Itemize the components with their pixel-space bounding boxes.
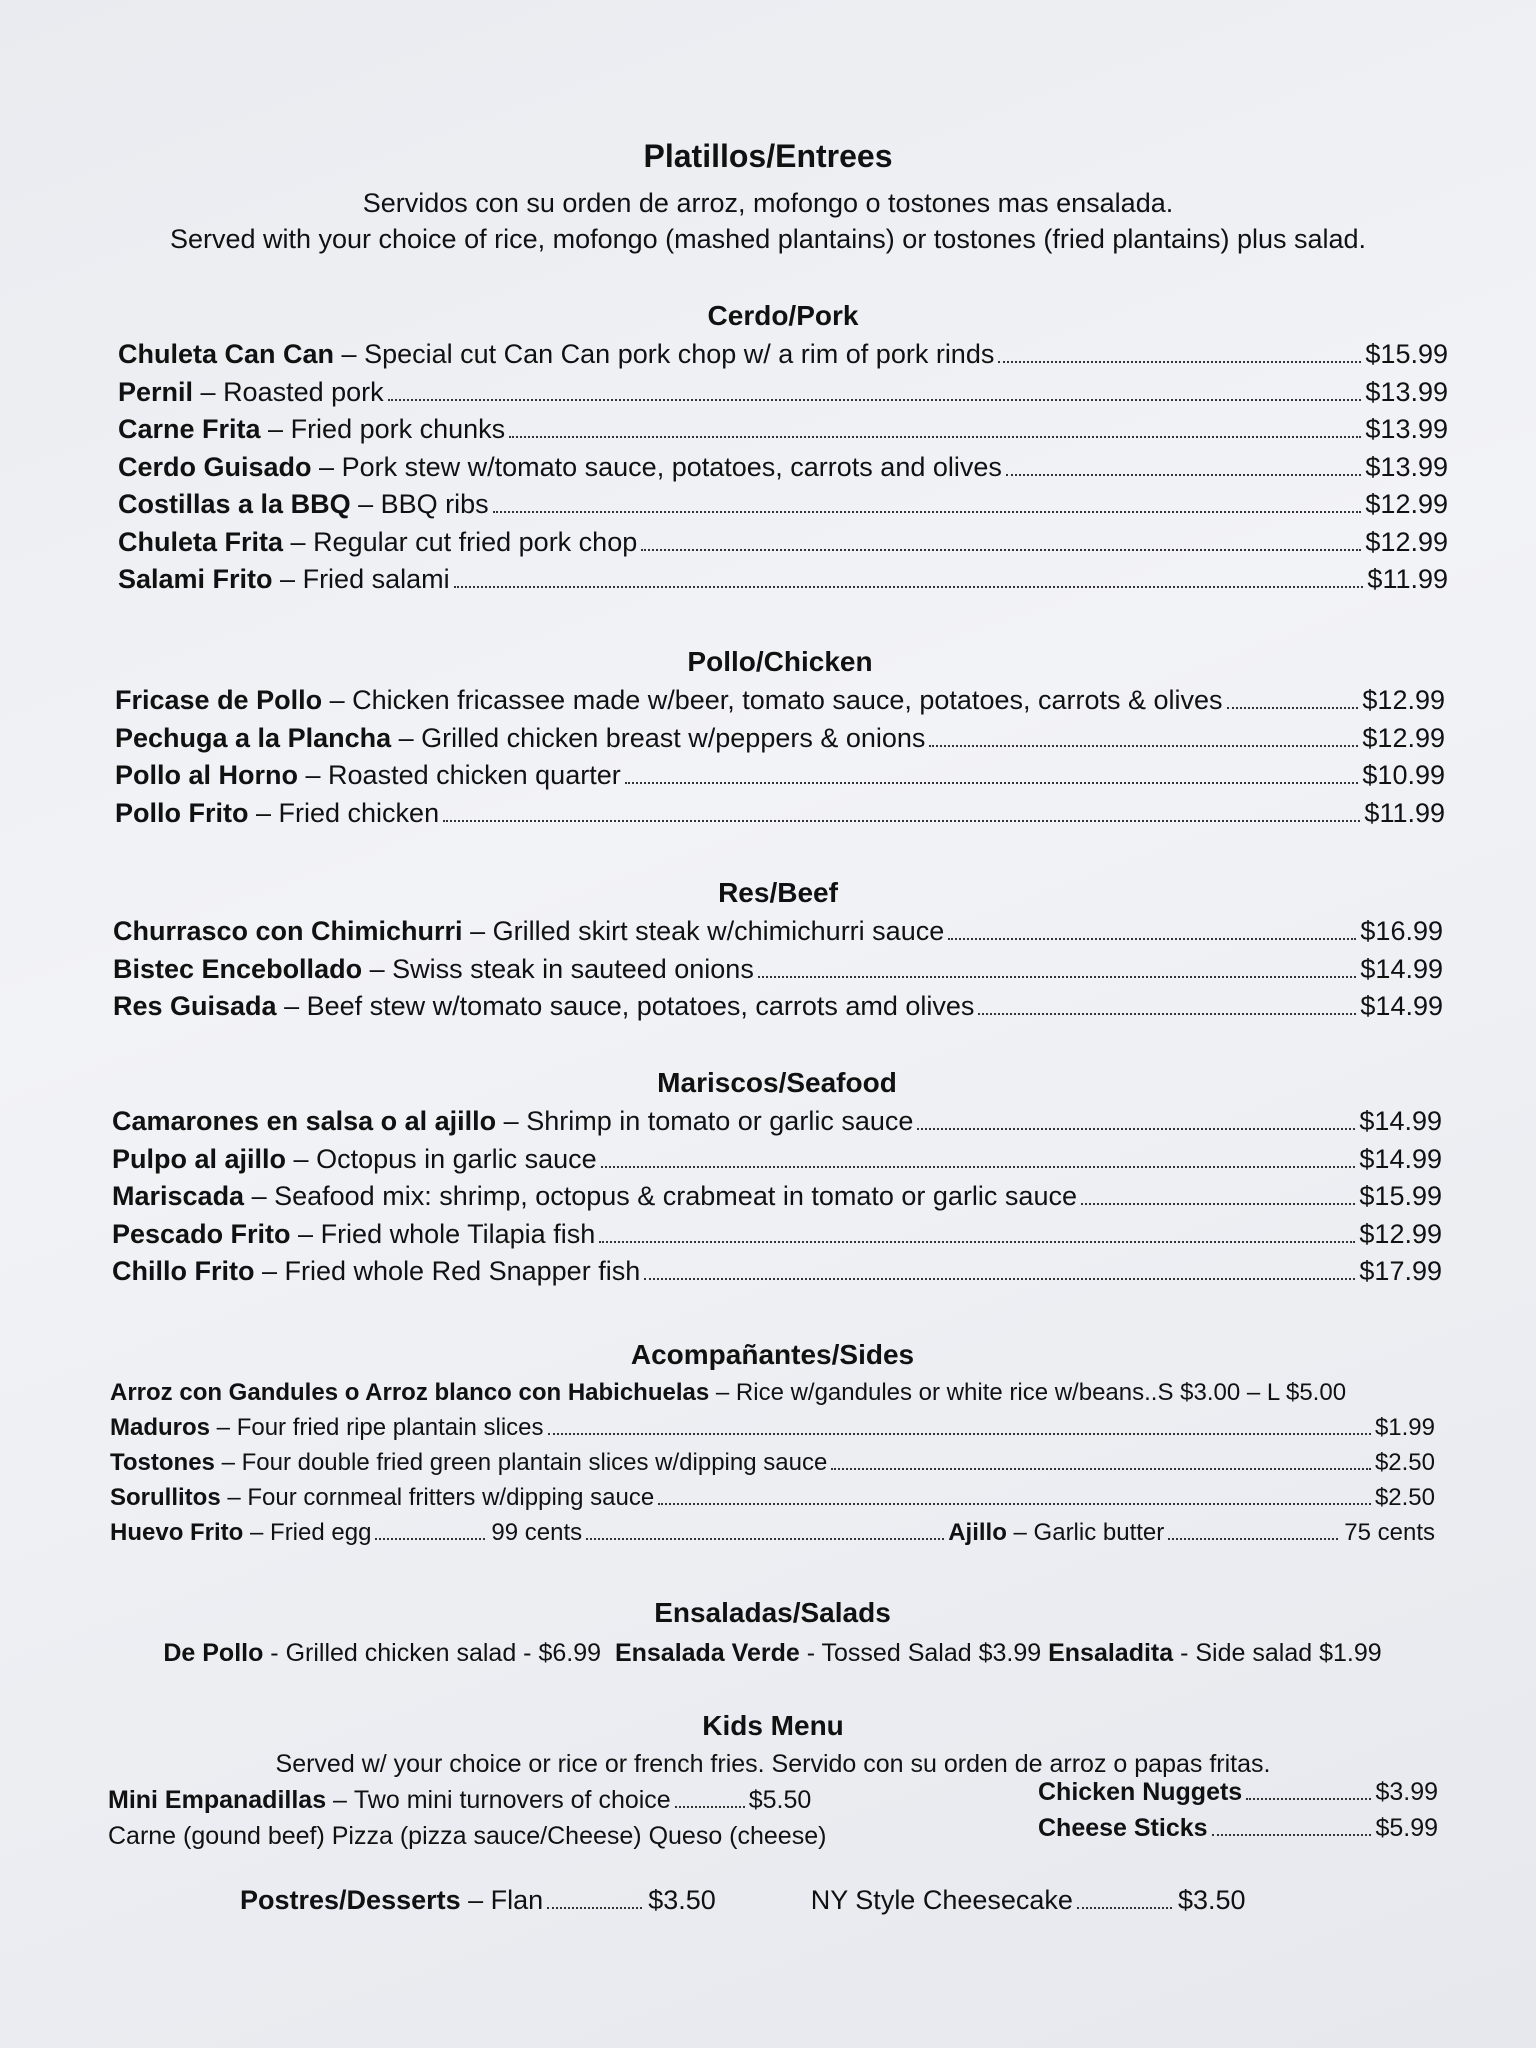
item-price: $11.99: [1364, 797, 1445, 828]
menu-item: Mariscada – Seafood mix: shrimp, octopus & crabmeat in tomato or garlic sauce $15.99: [112, 1178, 1442, 1216]
item-desc: Special cut Can Can pork chop w/ a rim of pork rinds: [364, 339, 995, 369]
item-price: $13.99: [1365, 451, 1448, 482]
item-price: $12.99: [1362, 722, 1445, 753]
item-name: Costillas a la BBQ: [118, 489, 351, 519]
dot-leader: [599, 1241, 1355, 1243]
salad-b-name: Ensalada Verde: [614, 1639, 800, 1667]
item-desc: Pork stew w/tomato sauce, potatoes, carrots and olives: [341, 451, 1002, 482]
page-title: Platillos/Entrees: [643, 138, 893, 174]
menu-item: Tostones – Four double fried green plantain slices w/dipping sauce $2.50: [110, 1445, 1435, 1480]
item-desc: Roasted pork: [223, 376, 384, 407]
item-name: Pescado Frito: [112, 1218, 291, 1249]
dot-leader: [586, 1538, 944, 1540]
item-desc: Octopus in garlic sauce: [316, 1143, 597, 1174]
chicken-list: [115, 682, 1445, 832]
item-price: $10.99: [1362, 760, 1445, 790]
kids-left-column: [108, 1782, 868, 1854]
cheesecake-name: NY Style Cheesecake: [810, 1885, 1073, 1915]
kids-empanadillas-fillings: Carne (gound beef) Pizza (pizza sauce/Cheese) Queso (cheese): [108, 1822, 827, 1850]
flan-name: Flan: [490, 1885, 544, 1915]
menu-item: Pechuga a la Plancha – Grilled chicken breast w/peppers & onions $12.99: [115, 720, 1445, 758]
section-title: Cerdo/Pork: [707, 300, 859, 331]
dot-leader: [601, 1166, 1356, 1168]
side-item-rice: Arroz con Gandules o Arroz blanco con Habichuelas – Rice w/gandules or white rice w/beans..S $3.00 – L $5.00: [110, 1375, 1435, 1410]
section-seafood: [112, 1063, 1442, 1291]
item-price: $12.99: [1365, 489, 1448, 519]
dot-leader: [831, 1468, 1371, 1470]
item-name: Pollo Frito: [115, 797, 249, 828]
item-price: $17.99: [1359, 1256, 1442, 1286]
item-price: $1.99: [1374, 1414, 1435, 1441]
dot-leader: [493, 511, 1362, 513]
item-desc: Four cornmeal fritters w/dipping sauce: [247, 1484, 655, 1511]
menu-item: Carne Frita – Fried pork chunks $13.99: [118, 411, 1448, 449]
item-name: Bistec Encebollado: [113, 953, 363, 984]
dot-leader: [675, 1806, 745, 1808]
item-name: Churrasco con Chimichurri: [113, 916, 463, 946]
item-price: $13.99: [1365, 414, 1448, 444]
ajillo-desc: Garlic butter: [1033, 1519, 1165, 1546]
salad-a-desc: - Grilled chicken salad - $6.99: [263, 1639, 602, 1667]
kids-right-column: [1038, 1774, 1438, 1854]
item-name: Pollo al Horno: [115, 760, 299, 790]
item-price: $16.99: [1360, 916, 1443, 946]
dot-leader: [509, 436, 1361, 438]
item-desc: Two mini turnovers of choice: [353, 1786, 671, 1814]
item-price: $12.99: [1359, 1218, 1442, 1249]
item-name: Pernil: [118, 376, 194, 407]
section-title: Res/Beef: [718, 877, 838, 908]
header-spanish-line: Servidos con su orden de arroz, mofongo o tostones mas ensalada.: [362, 188, 1174, 218]
item-price: $12.99: [1365, 526, 1448, 557]
side-item-egg-ajillo: Huevo Frito – Fried egg 99 cents Ajillo – Garlic butter 75 cents: [110, 1515, 1435, 1550]
item-name: Mariscada: [112, 1181, 245, 1211]
egg-name: Huevo Frito: [110, 1519, 244, 1546]
section-beef: [113, 873, 1443, 1026]
egg-price: 99 cents: [491, 1519, 583, 1546]
item-desc: BBQ ribs: [380, 489, 489, 519]
salad-b-desc: - Tossed Salad $3.99: [799, 1639, 1049, 1667]
menu-item: Fricase de Pollo – Chicken fricassee made w/beer, tomato sauce, potatoes, carrots & olives $12.99: [115, 682, 1445, 720]
kids-subtitle: Served w/ your choice or rice or french fries. Servido con su orden de arroz o papas fritas.: [275, 1750, 1271, 1778]
item-name: Cerdo Guisado: [118, 451, 312, 482]
cheesecake-price: $3.50: [1177, 1885, 1246, 1915]
sides-list: [110, 1410, 1435, 1515]
item-name: Maduros: [110, 1414, 211, 1441]
dot-leader: [625, 782, 1359, 784]
beef-list: [113, 913, 1443, 1026]
dot-leader: [917, 1128, 1355, 1130]
item-price: $12.99: [1362, 685, 1445, 715]
item-desc: Grilled skirt steak w/chimichurri sauce: [492, 916, 945, 946]
menu-item: Pollo al Horno – Roasted chicken quarter $10.99: [115, 757, 1445, 795]
dot-leader: [1081, 1203, 1355, 1205]
menu-item: Camarones en salsa o al ajillo – Shrimp in tomato or garlic sauce $14.99: [112, 1103, 1442, 1141]
menu-item: Pescado Frito – Fried whole Tilapia fish $12.99: [112, 1216, 1442, 1254]
dot-leader: [641, 549, 1361, 551]
dot-leader: [948, 938, 1356, 940]
item-desc: Fried chicken: [278, 797, 440, 828]
section-chicken: [115, 642, 1445, 832]
menu-item: Res Guisada – Beef stew w/tomato sauce, potatoes, carrots amd olives $14.99: [113, 988, 1443, 1026]
item-name: Fricase de Pollo: [115, 685, 323, 715]
kids-item-empanadillas: Mini Empanadillas – Two mini turnovers of choice $5.50: [108, 1782, 868, 1818]
item-name: Salami Frito: [118, 564, 273, 594]
item-name: Pulpo al ajillo: [112, 1143, 287, 1174]
egg-desc: Fried egg: [270, 1519, 372, 1546]
item-name: Camarones en salsa o al ajillo: [112, 1106, 497, 1136]
ajillo-price: 75 cents: [1344, 1519, 1435, 1546]
item-desc: Swiss steak in sauteed onions: [392, 953, 754, 984]
desserts-line: Postres/Desserts – Flan $3.50 NY Style Cheesecake $3.50: [240, 1885, 1246, 1915]
kids-items: [108, 1778, 1438, 1854]
dot-leader: [1246, 1798, 1371, 1800]
item-price: $11.99: [1367, 564, 1448, 594]
desserts-label: Postres/Desserts: [240, 1885, 461, 1915]
item-desc: Seafood mix: shrimp, octopus & crabmeat in tomato or garlic sauce: [274, 1181, 1077, 1211]
menu-item: Pernil – Roasted pork $13.99: [118, 374, 1448, 412]
section-kids: [108, 1706, 1438, 1854]
section-title: Mariscos/Seafood: [657, 1067, 897, 1098]
section-salads: [110, 1593, 1435, 1673]
seafood-list: [112, 1103, 1442, 1291]
item-price: $14.99: [1359, 1106, 1442, 1136]
item-price: $14.99: [1359, 1143, 1442, 1174]
menu-item: Cerdo Guisado – Pork stew w/tomato sauce, potatoes, carrots and olives $13.99: [118, 449, 1448, 487]
dot-leader: [644, 1278, 1355, 1280]
dot-leader: [998, 361, 1361, 363]
item-price: $5.99: [1375, 1814, 1438, 1842]
item-price: $2.50: [1374, 1484, 1435, 1511]
item-name: Tostones: [110, 1449, 215, 1476]
header-english-line: Served with your choice of rice, mofongo (mashed plantains) or tostones (fried plantains) plus salad.: [169, 224, 1367, 254]
salad-c-name: Ensaladita: [1048, 1639, 1174, 1667]
item-name: Pechuga a la Plancha: [115, 722, 392, 753]
item-desc: Regular cut fried pork chop: [313, 526, 638, 557]
dot-leader: [548, 1433, 1371, 1435]
item-desc: Fried whole Tilapia fish: [320, 1218, 596, 1249]
item-price: $5.50: [748, 1786, 812, 1814]
menu-item: Chuleta Frita – Regular cut fried pork chop $12.99: [118, 524, 1448, 562]
dot-leader: [443, 820, 1360, 822]
section-title: Kids Menu: [702, 1710, 844, 1741]
menu-item: Bistec Encebollado – Swiss steak in sauteed onions $14.99: [113, 951, 1443, 989]
dot-leader: [658, 1503, 1371, 1505]
kids-item-cheese-sticks: [1038, 1810, 1438, 1846]
item-name: Res Guisada: [113, 991, 277, 1021]
item-desc: Fried pork chunks: [290, 414, 506, 444]
menu-item: Sorullitos – Four cornmeal fritters w/dipping sauce $2.50: [110, 1480, 1435, 1515]
menu-item: Chillo Frito – Fried whole Red Snapper fish $17.99: [112, 1253, 1442, 1291]
item-name: Chuleta Frita: [118, 526, 284, 557]
item-price: $13.99: [1365, 376, 1448, 407]
kids-item-nuggets: [1038, 1774, 1438, 1810]
item-name: Carne Frita: [118, 414, 261, 444]
dot-leader: [1212, 1834, 1372, 1836]
item-name: Chillo Frito: [112, 1256, 255, 1286]
salads-line: [110, 1633, 1435, 1673]
dot-leader: [929, 745, 1358, 747]
section-pork: [118, 296, 1448, 599]
item-price: $15.99: [1359, 1181, 1442, 1211]
item-price: $15.99: [1365, 339, 1448, 369]
item-price: $2.50: [1374, 1449, 1435, 1476]
salad-c-desc: - Side salad $1.99: [1173, 1639, 1382, 1667]
dot-leader: [978, 1013, 1356, 1015]
item-desc: Four double fried green plantain slices w/dipping sauce: [241, 1449, 828, 1476]
item-desc: Chicken fricassee made w/beer, tomato sauce, potatoes, carrots & olives: [352, 685, 1223, 715]
menu-header: [0, 138, 1536, 257]
item-name: Sorullitos: [110, 1484, 221, 1511]
item-name: Cheese Sticks: [1038, 1814, 1208, 1842]
dot-leader: [1227, 707, 1359, 709]
item-price: $14.99: [1360, 953, 1443, 984]
item-name: Mini Empanadillas: [108, 1786, 327, 1814]
dot-leader: [547, 1907, 642, 1909]
item-desc: Grilled chicken breast w/peppers & onions: [421, 722, 926, 753]
flan-price: $3.50: [648, 1885, 716, 1915]
menu-item: Costillas a la BBQ – BBQ ribs $12.99: [118, 486, 1448, 524]
section-title: Acompañantes/Sides: [630, 1339, 915, 1370]
menu-item: Salami Frito – Fried salami $11.99: [118, 561, 1448, 599]
item-desc: Fried salami: [302, 564, 450, 594]
item-desc: Shrimp in tomato or garlic sauce: [526, 1106, 914, 1136]
dot-leader: [388, 399, 1362, 401]
pork-list: [118, 336, 1448, 599]
item-price: $3.99: [1375, 1778, 1438, 1806]
dot-leader: [1006, 474, 1362, 476]
dot-leader: [758, 976, 1357, 978]
menu-item: Chuleta Can Can – Special cut Can Can pork chop w/ a rim of pork rinds $15.99: [118, 336, 1448, 374]
item-desc: Roasted chicken quarter: [328, 760, 621, 790]
item-desc: Beef stew w/tomato sauce, potatoes, carrots amd olives: [306, 991, 975, 1021]
item-desc: Fried whole Red Snapper fish: [284, 1256, 641, 1286]
dot-leader: [1077, 1907, 1172, 1909]
menu-item: Maduros – Four fried ripe plantain slices $1.99: [110, 1410, 1435, 1445]
item-price: $14.99: [1360, 991, 1443, 1021]
section-sides: [110, 1335, 1435, 1550]
item-desc: Four fried ripe plantain slices: [236, 1414, 544, 1441]
item-desc: Rice w/gandules or white rice w/beans..S $3.00 – L $5.00: [735, 1379, 1347, 1406]
item-name: Arroz con Gandules o Arroz blanco con Habichuelas: [110, 1379, 710, 1406]
menu-item: Pulpo al ajillo – Octopus in garlic sauce $14.99: [112, 1141, 1442, 1179]
dot-leader: [454, 586, 1364, 588]
menu-item: Churrasco con Chimichurri – Grilled skirt steak w/chimichurri sauce $16.99: [113, 913, 1443, 951]
salad-a-name: De Pollo: [163, 1639, 264, 1667]
dot-leader: [1168, 1538, 1338, 1540]
section-title: Pollo/Chicken: [687, 646, 873, 677]
ajillo-name: Ajillo: [948, 1519, 1007, 1546]
menu-item: Pollo Frito – Fried chicken $11.99: [115, 795, 1445, 833]
item-name: Chuleta Can Can: [118, 339, 335, 369]
item-name: Chicken Nuggets: [1038, 1778, 1243, 1806]
dot-leader: [375, 1538, 485, 1540]
section-title: Ensaladas/Salads: [654, 1597, 891, 1628]
